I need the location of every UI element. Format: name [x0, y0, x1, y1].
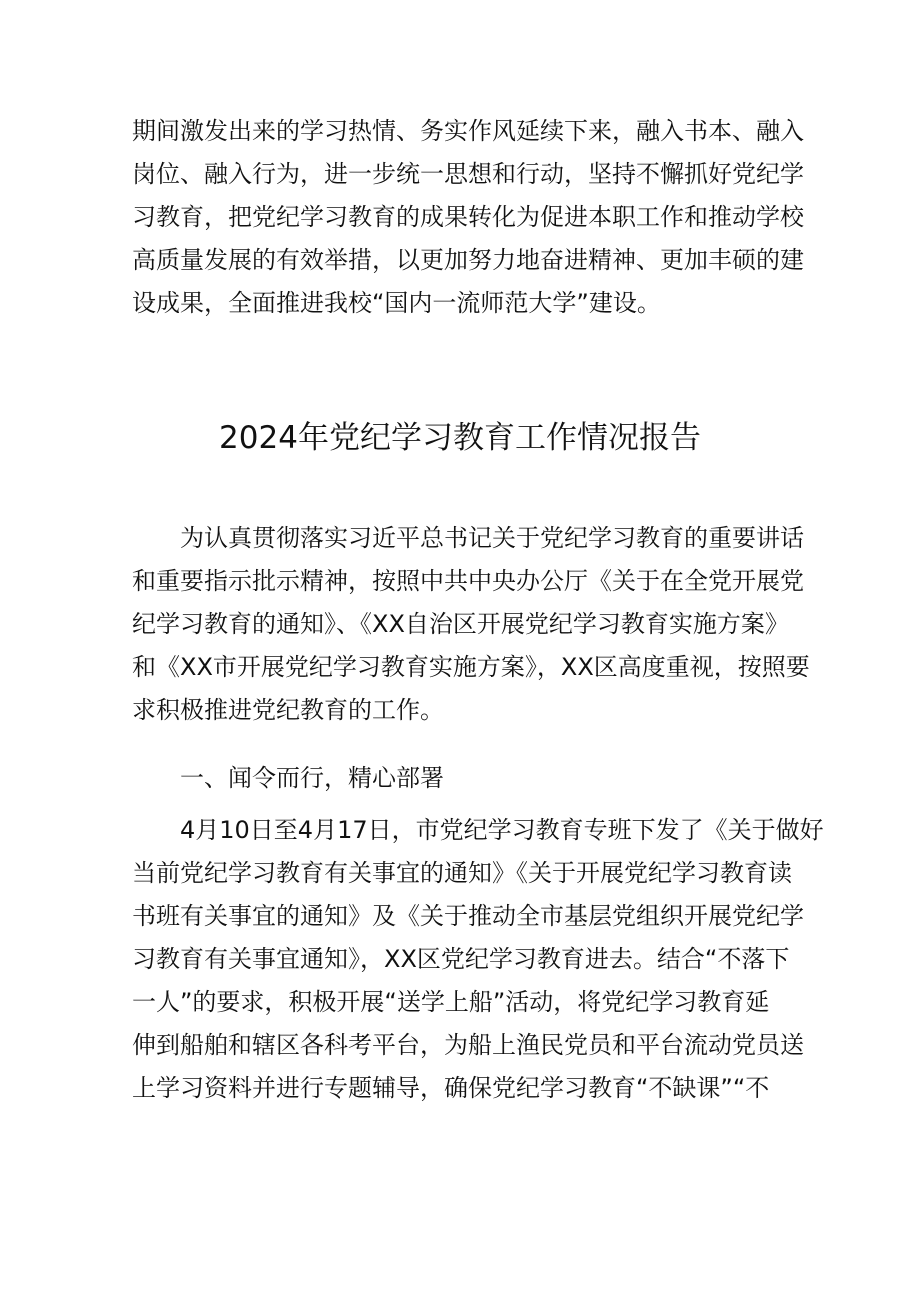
- paragraph-line: 设成果，全面推进我校“国内一流师范大学”建设。: [132, 289, 661, 317]
- paragraph-line: 伸到船舶和辖区各科考平台，为船上渔民党员和平台流动党员送: [132, 1031, 804, 1059]
- report-title: 2024年党纪学习教育工作情况报告: [219, 420, 701, 456]
- continuation-paragraph: [132, 110, 804, 325]
- paragraph-line: 习教育，把党纪学习教育的成果转化为促进本职工作和推动学校: [132, 203, 804, 231]
- paragraph-line: 上学习资料并进行专题辅导，确保党纪学习教育“不缺课”“不: [132, 1074, 770, 1102]
- body-paragraph: [132, 809, 824, 1110]
- paragraph-line: 和重要指示批示精神，按照中共中央办公厅《关于在全党开展党: [132, 567, 804, 595]
- section-heading: [132, 757, 792, 800]
- paragraph-line: 岗位、融入行为，进一步统一思想和行动，坚持不懈抓好党纪学: [132, 160, 804, 188]
- intro-paragraph: [132, 517, 810, 732]
- paragraph-line: 习教育有关事宜通知》，XX区党纪学习教育进去。结合“不落下: [132, 945, 790, 973]
- paragraph-line: 求积极推进党纪教育的工作。: [132, 696, 444, 724]
- paragraph-line: 为认真贯彻落实习近平总书记关于党纪学习教育的重要讲话: [180, 524, 804, 552]
- paragraph-line: 当前党纪学习教育有关事宜的通知》《关于开展党纪学习教育读: [132, 859, 792, 887]
- paragraph-line: 书班有关事宜的通知》及《关于推动全市基层党组织开展党纪学: [132, 902, 804, 930]
- paragraph-line: 期间激发出来的学习热情、务实作风延续下来，融入书本、融入: [132, 117, 804, 145]
- paragraph-line: 和《XX市开展党纪学习教育实施方案》，XX区高度重视，按照要: [132, 653, 810, 681]
- paragraph-line: 纪学习教育的通知》、《XX自治区开展党纪学习教育实施方案》: [132, 610, 789, 638]
- section-heading-text: 一、闻令而行，精心部署: [180, 764, 444, 792]
- paragraph-line: 一人”的要求，积极开展“送学上船”活动，将党纪学习教育延: [132, 988, 770, 1016]
- paragraph-line: 4月10日至4月17日，市党纪学习教育专班下发了《关于做好: [180, 816, 824, 844]
- paragraph-line: 高质量发展的有效举措，以更加努力地奋进精神、更加丰硕的建: [132, 246, 804, 274]
